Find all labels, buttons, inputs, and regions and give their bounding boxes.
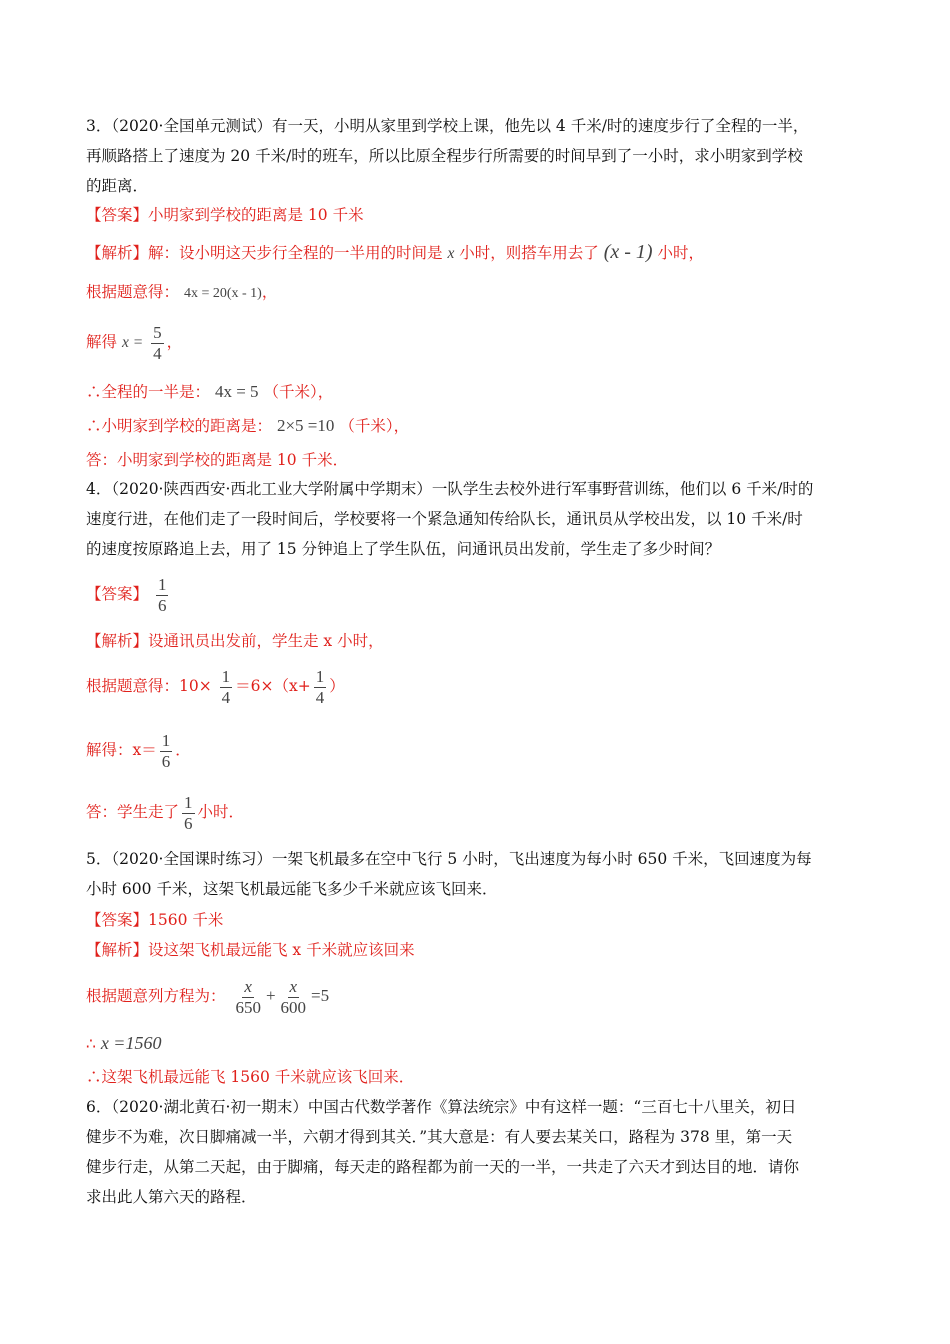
fraction-numerator: 1 xyxy=(184,792,193,812)
q3-line-1: 3．（2020·全国单元测试）有一天，小明从家里到学校上课，他先以 4 千米/时的速度步行了全程的一半， xyxy=(86,117,809,135)
q6-line-3: 健步行走，从第二天起，由于脚痛，每天走的路程都为前一天的一半，一共走了六天才到达目的地．请你 xyxy=(86,1158,800,1176)
q5-line-2: 小时 600 千米，这架飞机最远能飞多少千米就应该飞回来． xyxy=(86,880,498,898)
q4-answer-fraction xyxy=(156,575,169,616)
fraction-numerator: 1 xyxy=(157,574,167,594)
q5-eq-fraction-1 xyxy=(233,977,263,1018)
q3-dist-text-a: ∴小明家到学校的距离是： xyxy=(86,417,273,435)
q5-therefore xyxy=(86,1032,161,1055)
q4-final-text-b: 小时． xyxy=(197,803,245,821)
q3-distance xyxy=(86,415,409,437)
q3-solve-tail: ， xyxy=(166,333,183,351)
q3-line-2: 再顺路搭上了速度为 20 千米/时的班车，所以比原全程步行所需要的时间早到了一小时，求小明家到学校 xyxy=(86,147,803,165)
q3-answer: 【答案】小明家到学校的距离是 10 千米 xyxy=(86,206,364,224)
q3-analysis-paren: (x - 1) xyxy=(603,241,653,263)
q5-therefore-eq: x =1560 xyxy=(100,1033,162,1053)
q5-eq-fraction-2 xyxy=(279,977,309,1018)
q6-line-1: 6．（2020·湖北黄石·初一期末）中国古代数学著作《算法统宗》中有这样一题：“三百七十八里关，初日 xyxy=(86,1098,797,1116)
q5-eq-label: 根据题意列方程为： xyxy=(86,987,226,1005)
q5-answer: 【答案】1560 千米 xyxy=(86,911,224,929)
q4-line-2: 速度行进，在他们走了一段时间后，学校要将一个紧急通知传给队长，通讯员从学校出发，以 10 千米/时 xyxy=(86,510,803,528)
q3-analysis-text-b: 小时，则搭车用去了 xyxy=(459,244,599,262)
q3-half-text-b: （千米）， xyxy=(263,383,334,401)
q4-eq-label: 根据题意得：10× xyxy=(86,677,212,695)
fraction-numerator: x xyxy=(244,976,252,996)
q3-dist-eq: 2×5 =10 xyxy=(276,416,335,435)
q5-eq-tail: =5 xyxy=(311,986,330,1005)
q5-analysis: 【解析】设这架飞机最远能飞 x 千米就应该回来 xyxy=(86,941,415,959)
fraction-numerator: 1 xyxy=(221,666,231,686)
fraction-numerator: 1 xyxy=(161,730,171,750)
q3-equation xyxy=(86,281,277,305)
fraction-denominator: 4 xyxy=(221,687,231,707)
q3-analysis xyxy=(86,241,704,265)
q4-final xyxy=(86,790,244,834)
q3-line-3: 的距离． xyxy=(86,177,149,195)
q6-line-2: 健步不为难，次日脚痛减一半，六朝才得到其关．”其大意是：有人要去某关口，路程为 378 里，第一天 xyxy=(86,1128,793,1146)
q3-solve-fraction xyxy=(151,323,164,364)
fraction-denominator: 4 xyxy=(153,343,162,363)
q4-eq-fraction-2 xyxy=(314,667,327,708)
q3-half xyxy=(86,381,333,403)
fraction-denominator: 600 xyxy=(280,997,307,1017)
q4-answer-label: 【答案】 xyxy=(86,585,149,603)
q5-equation xyxy=(86,974,329,1018)
q4-final-text-a: 答：学生走了 xyxy=(86,803,180,821)
q4-line-3: 的速度按原路追上去，用了 15 分钟追上了学生队伍，问通讯员出发前，学生走了多少时间？ xyxy=(86,540,721,558)
fraction-denominator: 4 xyxy=(315,687,325,707)
q4-solve-label: 解得：x＝ xyxy=(86,741,157,759)
q4-eq-tail: ） xyxy=(329,677,345,695)
q4-solve xyxy=(86,728,191,772)
q4-eq-fraction-1 xyxy=(220,667,233,708)
q4-eq-mid: ＝6×（x+ xyxy=(235,677,311,695)
fraction-denominator: 6 xyxy=(161,751,171,771)
q3-half-eq: 4x = 5 xyxy=(214,382,259,401)
q3-eq-tail: ， xyxy=(261,283,278,301)
q4-line-1: 4．（2020·陕西西安·西北工业大学附属中学期末）一队学生去校外进行军事野营训练，他们以 6 千米/时的 xyxy=(86,480,814,498)
fraction-numerator: x xyxy=(289,976,298,996)
fraction-denominator: 650 xyxy=(235,997,261,1017)
fraction-numerator: 5 xyxy=(153,322,162,342)
q3-analysis-text-c: 小时， xyxy=(657,244,705,262)
q4-solve-tail: ． xyxy=(175,741,191,759)
q3-solve xyxy=(86,320,182,365)
q5-line-1: 5．（2020·全国课时练习）一架飞机最多在空中飞行 5 小时，飞出速度为每小时 650 千米，飞回速度为每 xyxy=(86,850,812,868)
q5-final: ∴这架飞机最远能飞 1560 千米就应该飞回来． xyxy=(86,1068,415,1086)
q4-equation xyxy=(86,664,345,708)
q4-analysis: 【解析】设通讯员出发前，学生走 x 小时， xyxy=(86,632,384,650)
fraction-denominator: 6 xyxy=(184,813,193,833)
q4-answer xyxy=(86,572,171,616)
q4-final-fraction xyxy=(182,793,195,834)
q6-line-4: 求出此人第六天的路程． xyxy=(86,1188,257,1206)
q3-dist-text-b: （千米）， xyxy=(339,417,410,435)
fraction-numerator: 1 xyxy=(315,666,325,686)
q3-eq-label: 根据题意得： xyxy=(86,283,180,301)
q3-analysis-text-a: 【解析】解：设小明这天步行全程的一半用的时间是 xyxy=(86,244,443,262)
q4-solve-fraction xyxy=(160,731,173,772)
fraction-denominator: 6 xyxy=(157,595,167,615)
q5-therefore-sign: ∴ xyxy=(86,1035,96,1053)
q3-solve-label: 解得 xyxy=(86,333,118,351)
q3-half-text-a: ∴全程的一半是： xyxy=(86,383,211,401)
q3-solve-x: x = xyxy=(121,334,144,351)
q5-eq-plus: + xyxy=(265,986,276,1005)
q3-final: 答：小明家到学校的距离是 10 千米． xyxy=(86,451,349,469)
q3-analysis-x: x xyxy=(447,245,455,262)
q3-eq: 4x = 20(x - 1) xyxy=(183,286,262,301)
